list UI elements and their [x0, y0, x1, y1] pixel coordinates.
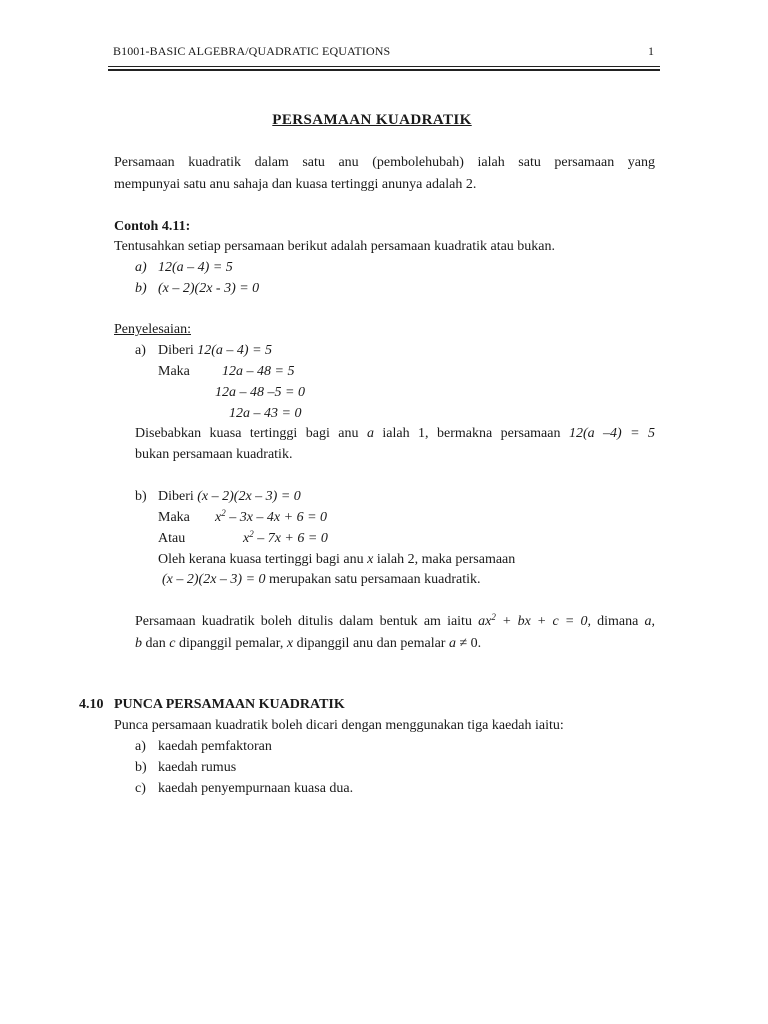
solution-b-conclusion-1: Oleh kerana kuasa tertinggi bagi anu x ialah 2, maka persamaan: [158, 552, 516, 567]
section-heading: PUNCA PERSAMAAN KUADRATIK: [114, 697, 345, 712]
general-form-line-1: Persamaan kuadratik boleh ditulis dalam bentuk am iaitu $ax^2$ + bx + c = 0, dimana a,: [135, 612, 656, 629]
example-item-b-expr: (x – 2)(2x - 3) = 0: [158, 281, 260, 296]
example-heading: Contoh 4.11:: [114, 219, 191, 234]
solution-a-conclusion-1: Disebabkan kuasa tertinggi bagi anu a ialah 1, bermakna persamaan 12(a –4) = 5: [135, 426, 656, 441]
page-number: 1: [648, 44, 655, 58]
section-number: 4.10: [79, 697, 104, 712]
example-instruction: Tentusahkan setiap persamaan berikut adalah persamaan kuadratik atau bukan.: [114, 239, 556, 254]
solution-b-conclusion-2: (x – 2)(2x – 3) = 0 merupakan satu persamaan kuadratik.: [162, 572, 481, 587]
solution-b-step-2: $x^2 - 7x + 6 = 0$: [243, 529, 328, 546]
solution-a-marker: a): [135, 343, 146, 358]
solution-b-maka: Maka: [158, 510, 190, 525]
example-item-b-marker: b): [135, 281, 147, 296]
intro-line-1: Persamaan kuadratik dalam satu anu (pembolehubah) ialah satu persamaan yang: [114, 155, 655, 170]
header-rule-thick: [108, 69, 660, 71]
solution-a-conclusion-2: bukan persamaan kuadratik.: [135, 447, 293, 462]
solution-a-step-3: 12a – 43 = 0: [229, 406, 302, 421]
solution-a-given: Diberi 12(a – 4) = 5: [158, 343, 273, 358]
section-intro: Punca persamaan kuadratik boleh dicari dengan menggunakan tiga kaedah iaitu:: [114, 718, 564, 733]
method-b-marker: b): [135, 760, 147, 775]
solution-b-atau: Atau: [158, 531, 186, 546]
solution-a-step-2: 12a – 48 –5 = 0: [215, 385, 305, 400]
intro-line-2: mempunyai satu anu sahaja dan kuasa tertinggi anunya adalah 2.: [114, 177, 477, 192]
running-header: B1001-BASIC ALGEBRA/QUADRATIC EQUATIONS: [113, 44, 391, 58]
method-c-label: kaedah penyempurnaan kuasa dua.: [158, 781, 354, 796]
solution-b-marker: b): [135, 489, 147, 504]
method-a-marker: a): [135, 739, 146, 754]
header-rule-thin: [108, 66, 660, 67]
solution-a-step-1: 12a – 48 = 5: [222, 364, 295, 379]
solution-b-step-1: $x^2 - 3x - 4x + 6 = 0$: [215, 508, 328, 525]
example-item-a-marker: a): [135, 260, 147, 275]
solution-a-maka: Maka: [158, 364, 190, 379]
page-title: PERSAMAAN KUADRATIK: [272, 112, 472, 128]
solution-b-given: Diberi (x – 2)(2x – 3) = 0: [158, 489, 301, 504]
general-form-line-2: b dan c dipanggil pemalar, x dipanggil anu dan pemalar a ≠ 0.: [135, 636, 482, 651]
solution-heading: Penyelesaian:: [114, 322, 191, 337]
method-a-label: kaedah pemfaktoran: [158, 739, 272, 754]
example-item-a-expr: 12(a – 4) = 5: [158, 260, 233, 275]
method-b-label: kaedah rumus: [158, 760, 237, 775]
method-c-marker: c): [135, 781, 146, 796]
